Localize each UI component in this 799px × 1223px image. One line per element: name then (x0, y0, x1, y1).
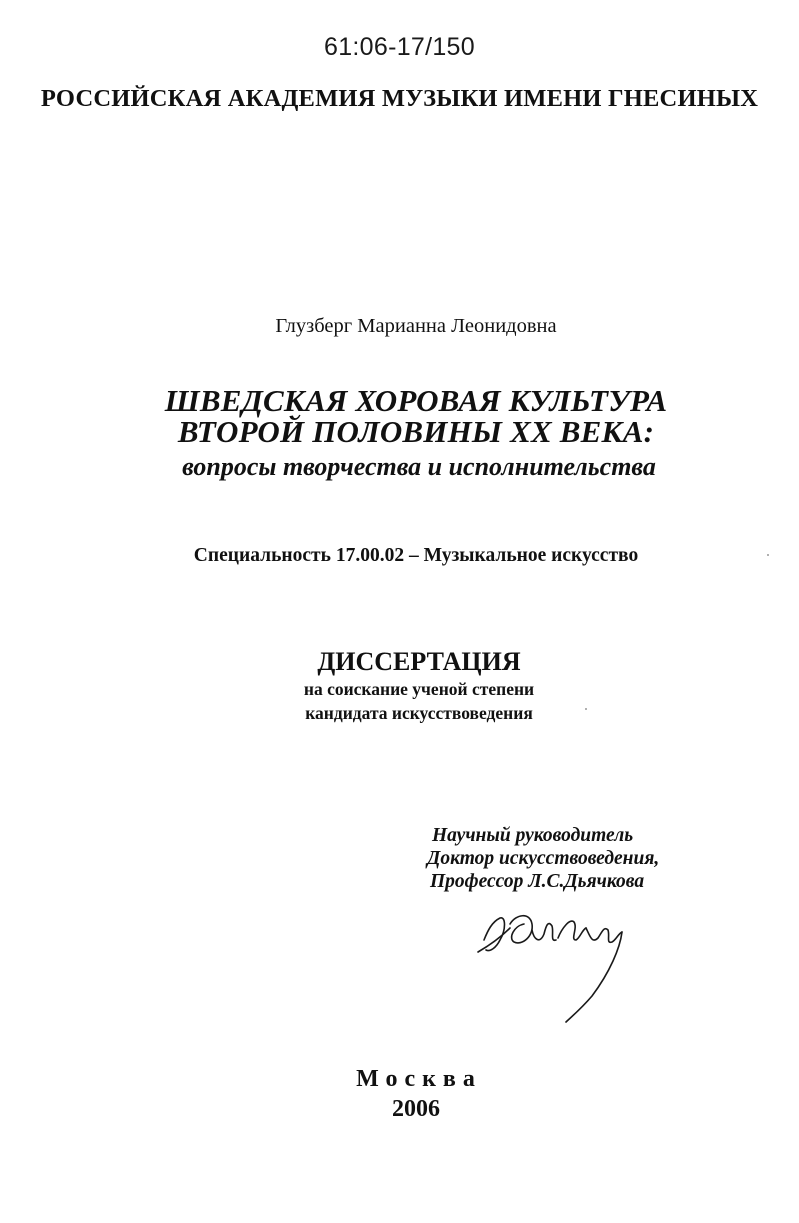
specialty: Специальность 17.00.02 – Музыкальное искусство (193, 545, 639, 566)
advisor-role: Научный руководитель (432, 825, 634, 846)
city: Москва (356, 1066, 482, 1092)
scan-speck (767, 554, 769, 556)
institution-name: РОССИЙСКАЯ АКАДЕМИЯ МУЗЫКИ ИМЕНИ ГНЕСИНЫХ (40, 85, 759, 112)
year: 2006 (392, 1096, 440, 1122)
degree-line-2: кандидата искусствоведения (305, 703, 533, 723)
author-name: Глузберг Марианна Леонидовна (275, 315, 557, 337)
degree-line-1: на соискание ученой степени (303, 679, 535, 699)
handwritten-signature (470, 900, 640, 1025)
advisor-name: Профессор Л.С.Дьячкова (430, 871, 645, 892)
document-type: ДИССЕРТАЦИЯ (317, 647, 521, 676)
advisor-degree: Доктор искусствоведения, (427, 848, 660, 869)
catalog-number: 61:06-17/150 (324, 33, 475, 61)
scan-speck (585, 708, 587, 710)
title-line-1: ШВЕДСКАЯ ХОРОВАЯ КУЛЬТУРА (164, 383, 668, 418)
subtitle: вопросы творчества и исполнительства (182, 452, 656, 481)
title-line-2: ВТОРОЙ ПОЛОВИНЫ XX ВЕКА: (177, 414, 655, 449)
